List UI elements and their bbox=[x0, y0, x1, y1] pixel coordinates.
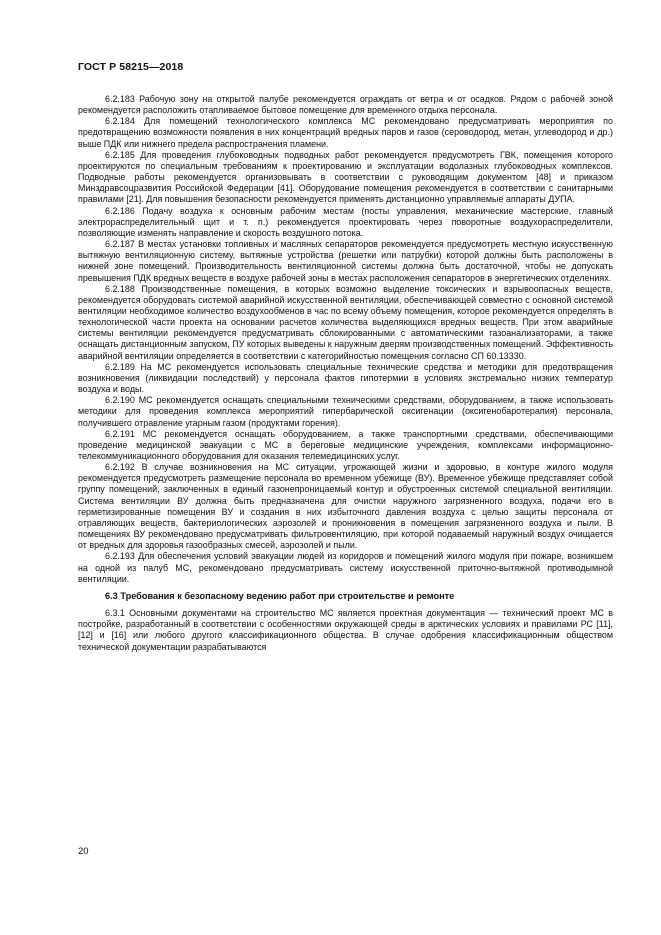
page-number: 20 bbox=[78, 846, 89, 857]
paragraph-6-2-186: 6.2.186 Подачу воздуха к основным рабочим местам (посты управления, механические мастерские, главный электрораспределительный щит и т. п.) рекомендуется проектировать через поворотные воздухораспределители, позволяющие изменять направление и скорость воздушного потока. bbox=[78, 205, 613, 238]
paragraph-6-2-185: 6.2.185 Для проведения глубоководных подводных работ рекомендуется предусмотреть ГВК, помещения которого проектируются по специальным требованиям к проектированию и эксплуатации водолазных глубоководных комплексов. Подводные работы рекомендуется организовывать в соответствии с руководящим документом [48] и приказом Минздравсоцразвития Российской Федерации [41]. Оборудование помещения рекомендуется в соответствии с санитарными правилами [21]. Для повышения безопасности рекомендуется применять дистанционно управляемые аппараты ДУПА. bbox=[78, 149, 613, 205]
section-heading-6-3: 6.3 Требования к безопасному ведению работ при строительстве и ремонте bbox=[105, 590, 455, 601]
paragraph-6-2-189: 6.2.189 На МС рекомендуется использовать специальные технические средства и методики для предотвращения возникновения (ликвидации последствий) у персонала фактов гипотермии в условиях экстремально низких температур воздуха и воды. bbox=[78, 361, 613, 395]
paragraph-6-2-184: 6.2.184 Для помещений технологического комплекса МС рекомендовано предусматривать мероприятия по предотвращению возможности появления в них концентраций вредных паров и газов (сероводород, метан, углеводород и др.) выше ПДК или нижнего предела распространения пламени. bbox=[78, 116, 613, 149]
paragraph-6-2-190: 6.2.190 МС рекомендуется оснащать специальными техническими средствами, оборудованием, а также использовать методики для проведения комплекса мероприятий гипербарической оксигенации (оксигенобаротерапия) персонала, получившего отравление угарным газом (продуктами горения). bbox=[78, 395, 613, 428]
document-header: ГОСТ Р 58215—2018 bbox=[78, 61, 184, 73]
paragraph-6-3-1: 6.3.1 Основными документами на строительство МС является проектная документация — технический проект МС в постройке, разработанный в соответствии с особенностями окружающей среды в арктических условиях и правилами РС [11], [12] и [16] или любого другого классификационного общества. В случае одобрения классификационным обществом технической документации разрабатываются bbox=[78, 608, 613, 652]
paragraph-6-2-183: 6.2.183 Рабочую зону на открытой палубе рекомендуется ограждать от ветра и от осадков. Рядом с рабочей зоной рекомендуется расположить отапливаемое бытовое помещение для временного отдыха персонала. bbox=[78, 94, 613, 116]
paragraph-6-2-191: 6.2.191 МС рекомендуется оснащать оборудованием, а также транспортными средствами, обеспечивающими проведение медицинской эвакуации с МС в береговые медицинские учреждения, комплексами информационно-телекоммуникационного оборудования для оказания телемедицинских услуг. bbox=[78, 428, 613, 461]
paragraph-6-2-193: 6.2.193 Для обеспечения условий эвакуации людей из коридоров и помещений жилого модуля при пожаре, возникшем на одной из палуб МС, рекомендовано предусматривать систему искусственной приточно-вытяжной противодымной вентиляции. bbox=[78, 551, 613, 584]
paragraph-6-2-188: 6.2.188 Производственные помещения, в которых возможно выделение токсических и взрывоопасных веществ, рекомендуется оборудовать системой аварийной искусственной вентиляции, обеспечивающей совместно с основной системой вентиляции необходимое количество воздухообменов в час по всему объему помещения, которое рекомендуется определять в технологической части проекта на основании расчетов количества выделяющихся вредных веществ. При этом аварийные системы вентиляции рекомендуется предусматривать сблокированными с автоматическими газоанализаторами, а также оснащать дистанционным запуском, ПУ которых выведены к наружным дверям производственных помещений. Эффективность аварийной вентиляции определяется в соответствии с категорийностью помещения согласно СП 60.13330. bbox=[78, 283, 613, 361]
paragraph-6-2-187: 6.2.187 В местах установки топливных и масляных сепараторов рекомендуется предусмотреть местную искусственную вытяжную вентиляционную систему, вытяжные устройства (решетки или патрубки) которой должны быть расположены в нижней зоне помещений. Производительность вентиляционной системы должна быть достаточной, чтобы не допускать превышения ПДК вредных веществ в воздухе рабочей зоны в местах расположения сепараторов в энергетических отделениях. bbox=[78, 239, 613, 283]
paragraph-6-2-192: 6.2.192 В случае возникновения на МС ситуации, угрожающей жизни и здоровью, в контуре жилого модуля рекомендуется предусмотреть размещение персонала во временном убежище (ВУ). Временное убежище представляет собой группу помещений, заключенных в единый газонепроницаемый контур и обустроенных системой специальной вентиляции. Система вентиляции ВУ должна быть предназначена для очистки наружного загрязненного воздуха, подачи его в герметизированные помещения ВУ и создания в них избыточного давления воздуха с целью защиты персонала от отравляющих веществ, бактериологических аэрозолей и проникновения в помещения загрязненного воздуха и пыли. В помещениях ВУ рекомендовано предусматривать фильтровентиляцию, при которой подаваемый наружный воздух очищается от вредных для здоровья газообразных смесей, аэрозолей и пыли. bbox=[78, 462, 613, 551]
document-body bbox=[78, 94, 613, 653]
